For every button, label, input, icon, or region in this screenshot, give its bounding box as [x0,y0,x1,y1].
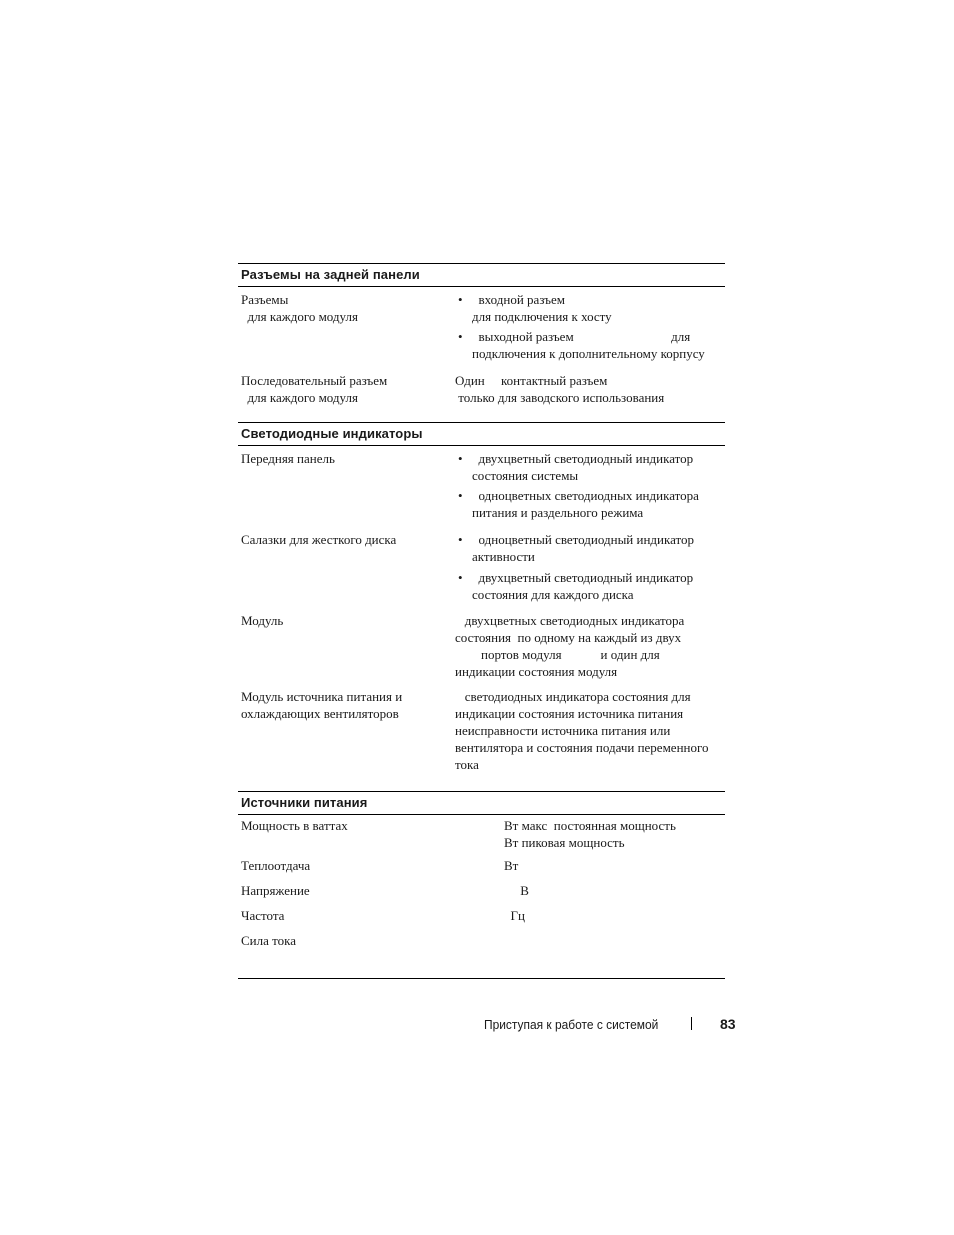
row-label: Последовательный разъем [241,373,388,388]
page-footer [480,1016,740,1036]
spec-row-heat-dissipation: Теплоотдача Вт [241,858,519,873]
spec-row-drive-carrier [238,531,725,612]
list-item: • двухцветный светодиодный индикатор состояния для каждого диска [458,570,694,602]
spec-row-amperage [238,932,725,957]
row-label: Теплоотдача [241,858,311,873]
footer-chapter-title: Приступая к работе с системой [484,1017,659,1032]
spec-row-wattage: Мощность в ваттах Вт макс постоянная мощность Вт пиковая мощность [241,818,676,850]
bullet-icon: • [458,488,463,503]
section-heading-rear-connectors: Разъемы на задней панели [238,263,725,287]
row-label: Модуль источника питания и [241,689,403,704]
bullet-icon: • [458,532,463,547]
bullet-icon: • [458,329,463,344]
row-label: Передняя панель [241,451,335,466]
row-label-sub: для каждого модуля [241,309,358,324]
bullet-icon: • [458,451,463,466]
spec-row-voltage: Напряжение В [241,883,529,898]
bullet-icon: • [458,292,463,307]
footer-separator [691,1017,692,1030]
list-item: • одноцветный светодиодный индикатор активности [458,532,695,564]
section-heading-power-supplies: Источники питания [238,791,725,815]
list-item: • одноцветных светодиодных индикатора питания и раздельного режима [458,488,699,520]
spec-table [238,263,725,957]
row-label: Напряжение [241,883,310,898]
section-heading-led-indicators: Светодиодные индикаторы [238,422,725,446]
page-number: 83 [720,1016,736,1032]
row-label: Мощность в ваттах [241,818,348,833]
list-item: • входной разъем для подключения к хосту [458,292,612,324]
list-item: • двухцветный светодиодный индикатор состояния системы [458,451,694,483]
spec-row-serial-connector: Последовательный разъем для каждого модуля Один контактный разъем только для заводского использования [241,373,665,405]
spec-row-front-panel [238,446,725,531]
table-bottom-rule [238,978,725,979]
row-label-sub: для каждого модуля [241,390,358,405]
spec-row-connectors [238,287,725,375]
spec-row-psu-fan-module: Модуль источника питания и охлаждающих вентиляторов светодиодных индикатора состояния для индикации состояния источника питания неисправности источника питания или вентилятора и состояния подачи переменного тока [241,689,709,772]
row-label-sub: охлаждающих вентиляторов [241,706,399,721]
bullet-icon: • [458,570,463,585]
row-label: Сила тока [241,933,297,948]
list-item: • выходной разъем для подключения к дополнительному корпусу [458,329,705,361]
row-label: Модуль [241,613,284,628]
row-label: Частота [241,908,285,923]
spec-row-frequency: Частота Гц [241,908,525,923]
row-label: Салазки для жесткого диска [241,532,397,547]
row-label: Разъемы [241,292,289,307]
spec-row-module: Модуль двухцветных светодиодных индикатора состояния по одному на каждый из двух портов модуля и один для индикации состояния модуля [241,613,685,679]
